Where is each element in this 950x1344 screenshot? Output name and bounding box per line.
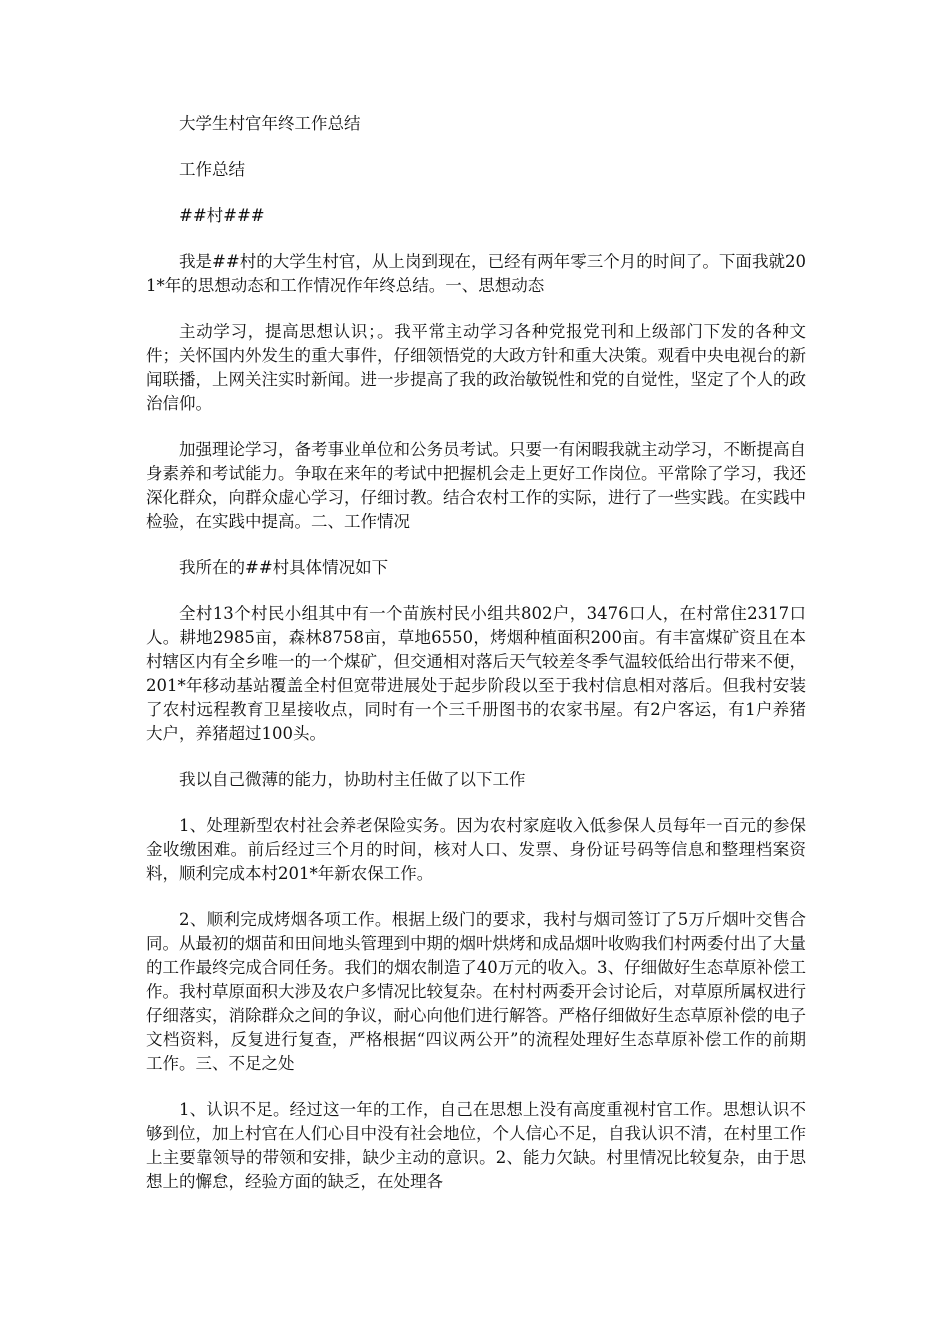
paragraph-study: 主动学习，提高思想认识；。我平常主动学习各种党报党刊和上级部门下发的各种文件；关怀国内外发生的重大事件，仔细领悟党的大政方针和重大决策。观看中央电视台的新闻联播，上网关注实时新闻。进一步提高了我的政治敏锐性和党的自觉性，坚定了个人的政治信仰。 bbox=[146, 322, 806, 413]
document-body bbox=[146, 112, 806, 1216]
paragraph-work-2: 2、顺利完成烤烟各项工作。根据上级门的要求，我村与烟司签订了5万斤烟叶交售合同。从最初的烟苗和田间地头管理到中期的烟叶烘烤和成品烟叶收购我们村两委付出了大量的工作最终完成合同任务。我们的烟农制造了40万元的收入。3、仔细做好生态草原补偿工作。我村草原面积大涉及农户多情况比较复杂。在村村两委开会讨论后，对草原所属权进行仔细落实，消除群众之间的争议，耐心向他们进行解答。严格仔细做好生态草原补偿的电子文档资料，反复进行复查，严格根据“四议两公开”的流程处理好生态草原补偿工作的前期工作。三、不足之处 bbox=[146, 910, 806, 1073]
paragraph-village-info: 全村13个村民小组其中有一个苗族村民小组共802户，3476口人，在村常住2317口人。耕地2985亩，森林8758亩，草地6550，烤烟种植面积200亩。有丰富煤矿资且在本村辖区内有全乡唯一的一个煤矿，但交通相对落后天气较差冬季气温较低给出行带来不便，201*年移动基站覆盖全村但宽带进展处于起步阶段以至于我村信息相对落后。但我村安装了农村远程教育卫星接收点，同时有一个三千册图书的农家书屋。有2户客运，有1户养猪大户，养猪超过100头。 bbox=[146, 604, 806, 743]
document-title: 大学生村官年终工作总结 bbox=[179, 114, 361, 133]
paragraph-theory: 加强理论学习，备考事业单位和公务员考试。只要一有闲暇我就主动学习，不断提高自身素养和考试能力。争取在来年的考试中把握机会走上更好工作岗位。平常除了学习，我还深化群众，向群众虚心学习，仔细讨教。结合农村工作的实际，进行了一些实践。在实践中检验，在实践中提高。二、工作情况 bbox=[146, 440, 806, 531]
paragraph-work-heading: 我以自己微薄的能力，协助村主任做了以下工作 bbox=[179, 770, 526, 789]
paragraph-intro: 我是##村的大学生村官，从上岗到现在，已经有两年零三个月的时间了。下面我就201*年的思想动态和工作情况作年终总结。一、思想动态 bbox=[146, 252, 806, 295]
paragraph-village-heading: 我所在的##村具体情况如下 bbox=[179, 558, 389, 577]
author-line: ##村### bbox=[179, 206, 265, 225]
document-subtitle: 工作总结 bbox=[179, 160, 245, 179]
paragraph-work-1: 1、处理新型农村社会养老保险实务。因为农村家庭收入低参保人员每年一百元的参保金收缴困难。前后经过三个月的时间，核对人口、发票、身份证号码等信息和整理档案资料，顺利完成本村201*年新农保工作。 bbox=[146, 816, 806, 883]
paragraph-shortcomings: 1、认识不足。经过这一年的工作，自己在思想上没有高度重视村官工作。思想认识不够到位，加上村官在人们心目中没有社会地位，个人信心不足，自我认识不清，在村里工作上主要靠领导的带领和安排，缺少主动的意识。2、能力欠缺。村里情况比较复杂，由于思想上的懈怠，经验方面的缺乏，在处理各 bbox=[146, 1100, 806, 1191]
